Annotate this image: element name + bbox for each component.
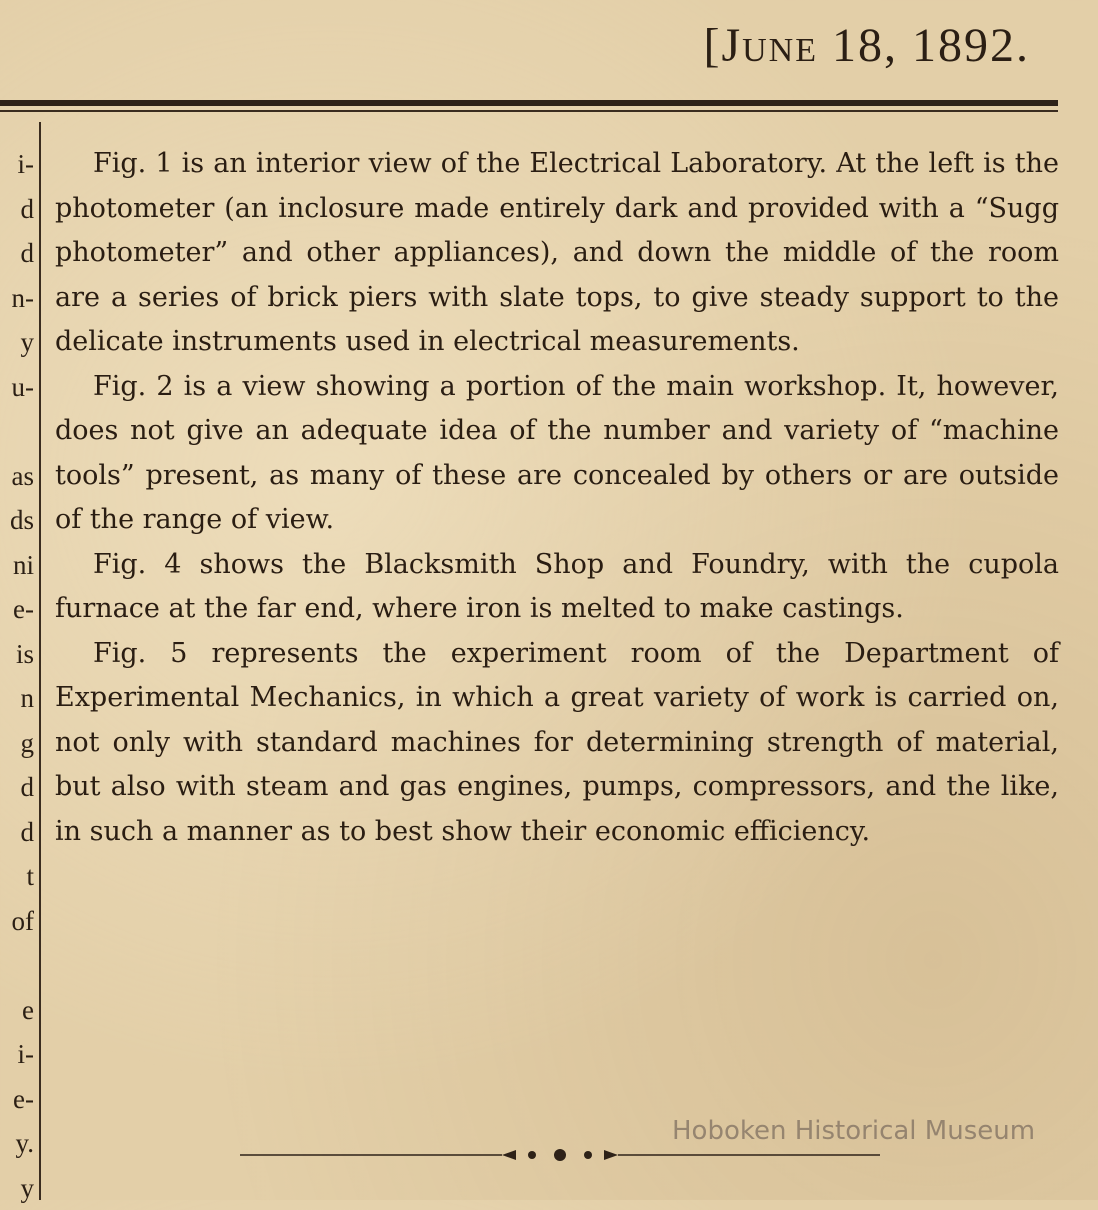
article-paragraph-fig1: Fig. 1 is an interior view of the Electrical Laboratory. At the left is the photometer (an inclosure made entirely dark and provided with a “Sugg photometer” and other appliances), and down the middle of the room are a series of brick piers with slate tops, to give steady support to the delicate instruments used in electrical measurements. <box>55 142 1059 365</box>
date-month: June <box>721 19 818 72</box>
article-paragraph-fig4: Fig. 4 shows the Blacksmith Shop and Foundry, with the cupola furnace at the far end, where iron is melted to make castings. <box>55 543 1059 632</box>
column-divider <box>39 122 41 1200</box>
article-body <box>55 142 1059 854</box>
left-fragment: d <box>0 765 34 810</box>
left-fragment: t <box>0 854 34 899</box>
left-fragment: e- <box>0 587 34 632</box>
page-date <box>703 18 1030 73</box>
left-fragment: i- <box>0 142 34 187</box>
article-paragraph-fig2: Fig. 2 is a view showing a portion of the main workshop. It, however, does not give an adequate idea of the number and variety of “machine tools” present, as many of these are concealed by others or are outside of the range of view. <box>55 365 1059 543</box>
end-ornament <box>240 1148 880 1162</box>
left-column-fragments <box>0 142 34 1210</box>
date-rest: 18, 1892. <box>818 19 1030 72</box>
left-fragment: e- <box>0 1077 34 1122</box>
left-fragment <box>0 943 34 988</box>
museum-watermark: Hoboken Historical Museum <box>672 1116 1035 1146</box>
left-fragment: n <box>0 676 34 721</box>
left-fragment: y <box>0 1166 34 1210</box>
left-fragment: is <box>0 632 34 677</box>
left-fragment <box>0 409 34 454</box>
left-fragment: u- <box>0 365 34 410</box>
article-paragraph-fig5: Fig. 5 represents the experiment room of the Department of Experimental Mechanics, in which a great variety of work is carried on, not only with standard machines for determining strength of material, but also with steam and gas engines, pumps, compressors, and the like, in such a manner as to best show their economic efficiency. <box>55 632 1059 855</box>
left-fragment: as <box>0 454 34 499</box>
left-fragment: y. <box>0 1121 34 1166</box>
left-fragment: ds <box>0 498 34 543</box>
left-fragment: i- <box>0 1032 34 1077</box>
header-rule-thick <box>0 100 1058 106</box>
header-rule-thin <box>0 110 1058 112</box>
left-fragment: d <box>0 231 34 276</box>
left-fragment: e <box>0 988 34 1033</box>
date-bracket: [ <box>703 19 721 72</box>
left-fragment: ni <box>0 543 34 588</box>
left-fragment: y <box>0 320 34 365</box>
left-fragment: of <box>0 899 34 944</box>
left-fragment: n- <box>0 276 34 321</box>
left-fragment: d <box>0 810 34 855</box>
left-fragment: g <box>0 721 34 766</box>
left-fragment: d <box>0 187 34 232</box>
